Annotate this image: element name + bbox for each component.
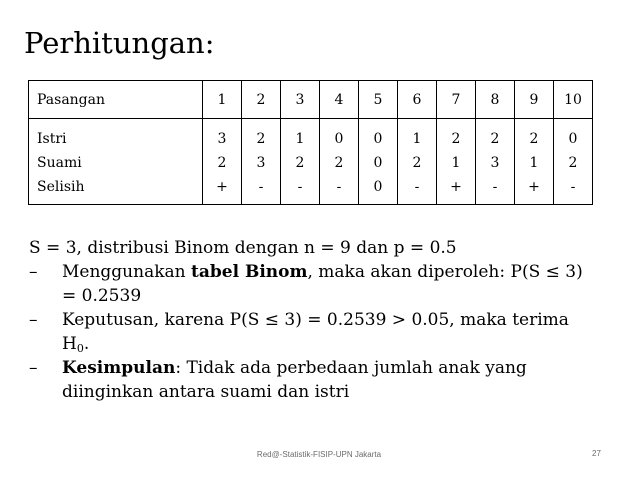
pair-number: 8	[476, 81, 515, 119]
pair-cell	[476, 119, 515, 205]
pair-cell	[398, 119, 437, 205]
dash-bullet: –	[29, 262, 38, 282]
selisih-value: +	[216, 179, 228, 195]
istri-value: 2	[256, 131, 266, 147]
bullet-continuation: diinginkan antara suami dan istri	[62, 382, 350, 402]
suami-value: 2	[217, 155, 227, 171]
bullet-binom-table	[29, 260, 629, 284]
istri-value: 1	[295, 131, 305, 147]
dash-bullet: –	[29, 310, 38, 330]
istri-value: 3	[217, 131, 227, 147]
body-text	[29, 236, 629, 404]
row-labels	[29, 119, 203, 205]
pair-cell	[203, 119, 242, 205]
suami-value: 2	[412, 155, 422, 171]
dash-bullet: –	[29, 358, 38, 378]
row-label-suami: Suami	[37, 155, 82, 171]
selisih-value: +	[528, 179, 540, 195]
selisih-value: -	[570, 179, 576, 195]
pair-number: 4	[320, 81, 359, 119]
page-number: 27	[592, 449, 601, 458]
suami-value: 1	[529, 155, 539, 171]
istri-value: 0	[334, 131, 344, 147]
pair-cell	[515, 119, 554, 205]
pair-number: 9	[515, 81, 554, 119]
selisih-value: -	[336, 179, 342, 195]
bullet-continuation: = 0.2539	[62, 286, 142, 306]
text-span: : Tidak ada perbedaan jumlah anak yang	[175, 358, 527, 378]
istri-value: 2	[451, 131, 461, 147]
text-span: , maka akan diperoleh: P(S ≤ 3)	[307, 262, 583, 282]
text-span: H	[62, 334, 77, 354]
selisih-value: -	[258, 179, 264, 195]
selisih-value: -	[297, 179, 303, 195]
pair-cell	[242, 119, 281, 205]
pair-cell	[359, 119, 398, 205]
bullet-conclusion	[29, 356, 629, 380]
bold-term: Kesimpulan	[62, 358, 176, 378]
istri-value: 0	[568, 131, 578, 147]
selisih-value: -	[492, 179, 498, 195]
bold-term: tabel Binom	[191, 262, 308, 282]
bullet-continuation	[29, 332, 629, 356]
suami-value: 0	[373, 155, 383, 171]
pair-number: 6	[398, 81, 437, 119]
row-label-istri: Istri	[37, 131, 67, 147]
pair-cell	[320, 119, 359, 205]
istri-value: 2	[490, 131, 500, 147]
pair-number: 10	[554, 81, 593, 119]
pair-number: 3	[281, 81, 320, 119]
statistic-line: S = 3, distribusi Binom dengan n = 9 dan p = 0.5	[29, 238, 457, 258]
selisih-value: +	[450, 179, 462, 195]
istri-value: 0	[373, 131, 383, 147]
data-table	[28, 80, 593, 205]
text-span: Keputusan, karena P(S ≤ 3) = 0.2539 > 0.05, maka terima	[62, 310, 569, 330]
table-header-row	[29, 81, 593, 119]
text-span: .	[83, 334, 90, 354]
pair-number: 1	[203, 81, 242, 119]
suami-value: 1	[451, 155, 461, 171]
selisih-value: 0	[373, 179, 383, 195]
pair-cell	[554, 119, 593, 205]
pair-number: 7	[437, 81, 476, 119]
suami-value: 2	[334, 155, 344, 171]
istri-value: 2	[529, 131, 539, 147]
slide-title: Perhitungan:	[24, 26, 215, 60]
istri-value: 1	[412, 131, 422, 147]
suami-value: 3	[490, 155, 500, 171]
pair-number: 2	[242, 81, 281, 119]
footer: Red@-Statistik-FISIP-UPN Jakarta	[256, 450, 382, 459]
suami-value: 2	[568, 155, 578, 171]
pair-cell	[437, 119, 476, 205]
suami-value: 3	[256, 155, 266, 171]
pair-cell	[281, 119, 320, 205]
table-body-row	[29, 119, 593, 205]
text-span: Menggunakan	[62, 262, 192, 282]
suami-value: 2	[295, 155, 305, 171]
row-label-selisih: Selisih	[37, 179, 85, 195]
pair-number: 5	[359, 81, 398, 119]
selisih-value: -	[414, 179, 420, 195]
bullet-decision	[29, 308, 629, 332]
subscript: 0	[76, 342, 84, 355]
header-label: Pasangan	[29, 81, 203, 119]
